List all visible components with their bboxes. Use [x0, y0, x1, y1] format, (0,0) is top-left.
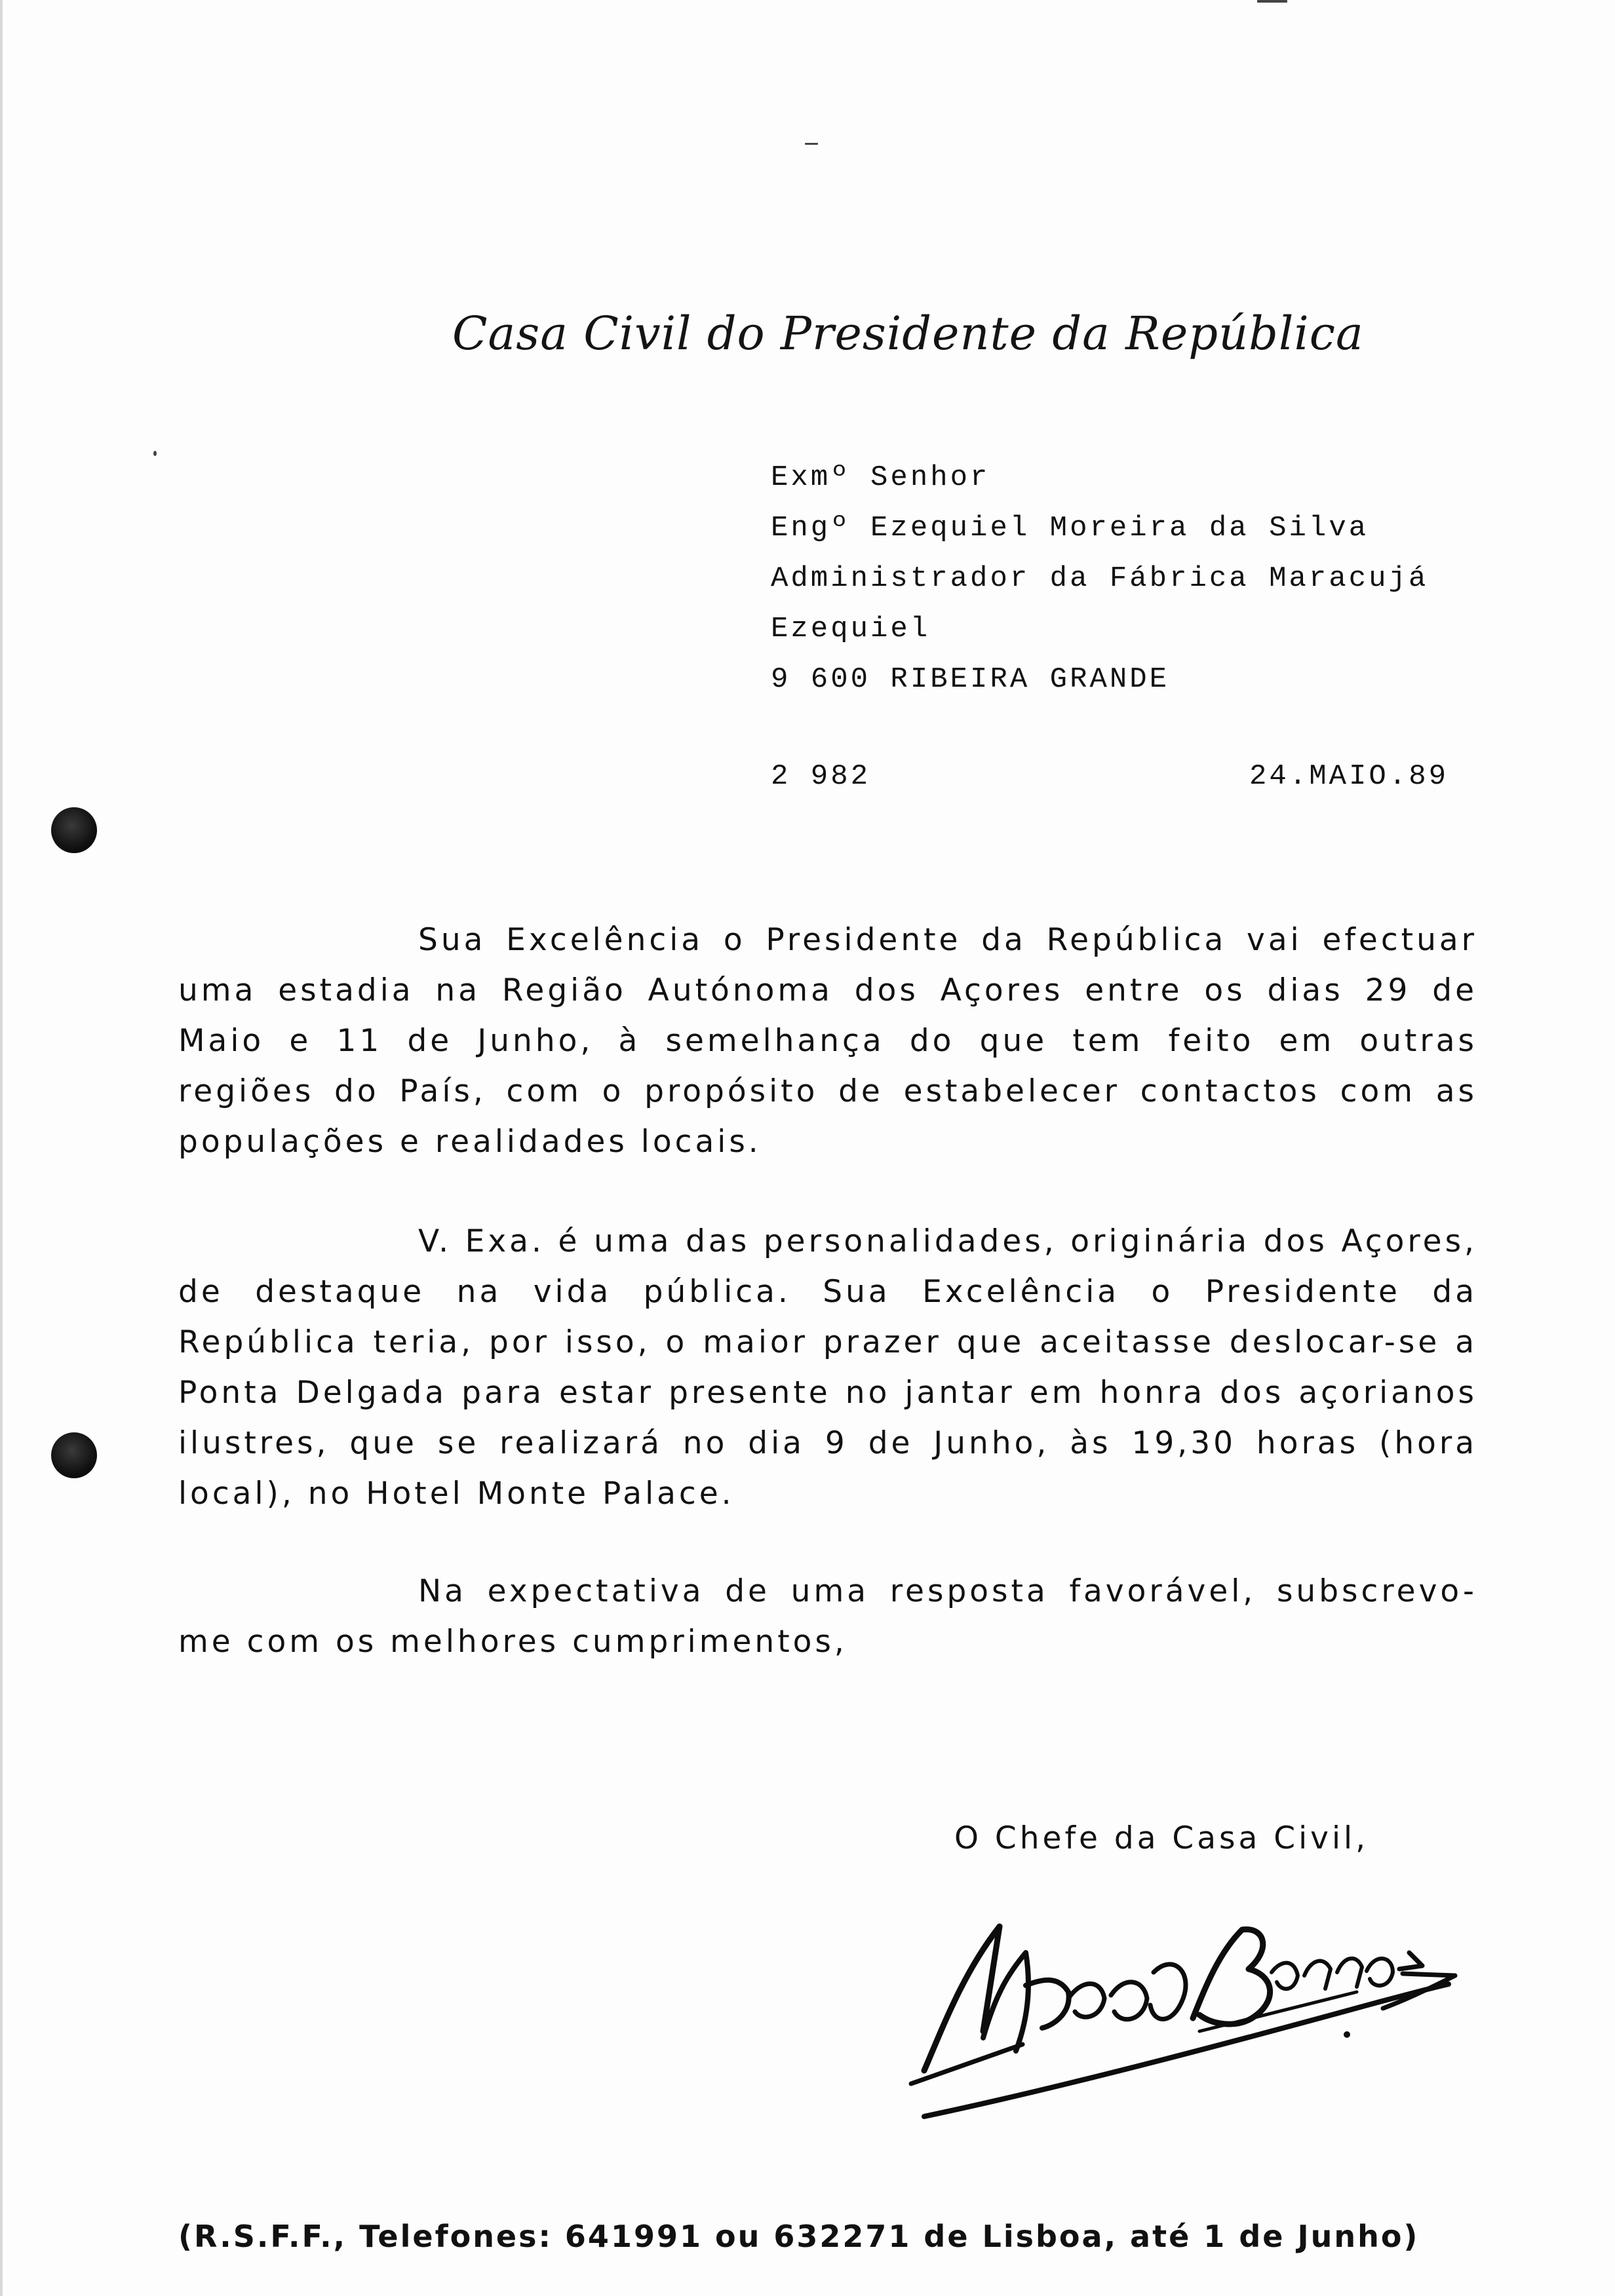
- reference-number: 2 982: [771, 760, 871, 793]
- footer-note: (R.S.F.F., Telefones: 641991 ou 632271 de Lisboa, até 1 de Junho): [178, 2219, 1420, 2254]
- punch-hole-top: [51, 807, 97, 853]
- paragraph-text: Na expectativa de uma resposta favorável, subscrevo-me com os melhores cumprimentos,: [178, 1573, 1477, 1660]
- addressee-line: 9 600 RIBEIRA GRANDE: [771, 663, 1170, 696]
- addressee-line: Ezequiel: [771, 613, 931, 645]
- body-paragraph-1: [178, 915, 1477, 1167]
- closing-title: O Chefe da Casa Civil,: [954, 1820, 1369, 1856]
- addressee-line: Engº Ezequiel Moreira da Silva: [771, 512, 1369, 545]
- scan-speck: [1257, 0, 1287, 3]
- punch-hole-bottom: [51, 1432, 97, 1478]
- addressee-line: Administrador da Fábrica Maracujá: [771, 562, 1429, 595]
- letterhead-title: Casa Civil do Presidente da República: [452, 307, 1364, 360]
- handwritten-signature: [885, 1913, 1462, 2123]
- body-paragraph-2: [178, 1216, 1477, 1519]
- scan-speck: [805, 143, 818, 145]
- scan-speck: [153, 451, 157, 456]
- body-paragraph-3: [178, 1566, 1477, 1667]
- letter-date: 24.MAIO.89: [1249, 760, 1449, 793]
- addressee-line: Exmº Senhor: [771, 461, 990, 494]
- paragraph-text: V. Exa. é uma das personalidades, originária dos Açores, de destaque na vida pública. Sua Excelência o Presidente da República teria, por isso, o maior prazer que aceitasse deslocar-se a Ponta Delgada para estar presente no jantar em honra dos açorianos ilustres, que se realizará no dia 9 de Junho, às 19,30 horas (hora local), no Hotel Monte Palace.: [178, 1223, 1477, 1512]
- paragraph-text: Sua Excelência o Presidente da República vai efectuar uma estadia na Região Autónoma dos Açores entre os dias 29 de Maio e 11 de Junho, à semelhança do que tem feito em outras regiões do País, com o propósito de estabelecer contactos com as populações e realidades locais.: [178, 922, 1477, 1160]
- page-edge-shadow: [0, 0, 3, 2296]
